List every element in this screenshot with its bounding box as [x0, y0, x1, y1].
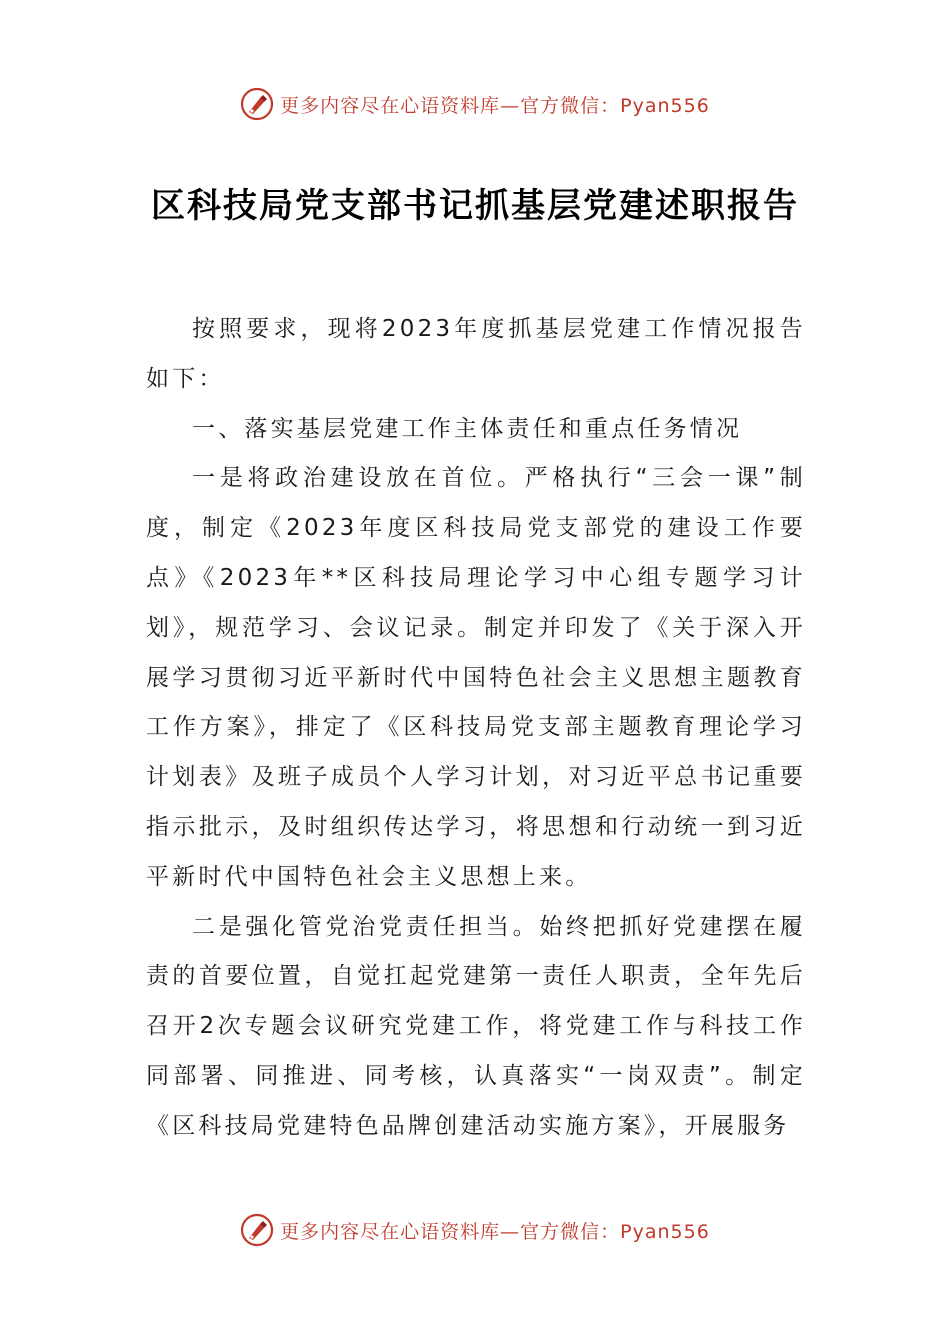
pen-nib-logo-icon: [240, 87, 274, 121]
page-title: 区科技局党支部书记抓基层党建述职报告: [151, 186, 799, 226]
banner-text: [280, 91, 710, 118]
banner-label: 更多内容尽在心语资料库—官方微信：: [280, 94, 621, 117]
banner-label: 更多内容尽在心语资料库—官方微信：: [280, 1220, 621, 1243]
wechat-id: Pyan556: [620, 94, 710, 117]
pen-nib-logo-icon: [240, 1213, 274, 1247]
header-banner: [0, 82, 950, 126]
wechat-id: Pyan556: [620, 1220, 710, 1243]
footer-banner: [0, 1208, 950, 1252]
banner-text: [280, 1217, 710, 1244]
paragraph-political: 一是将政治建设放在首位。严格执行“三会一课”制度，制定《2023年度区科技局党支部党的建设工作要点》《2023年**区科技局理论学习中心组专题学习计划》，规范学习、会议记录。制定并印发了《关于深入开展学习贯彻习近平新时代中国特色社会主义思想主题教育工作方案》，排定了《区科技局党支部主题教育理论学习计划表》及班子成员个人学习计划，对习近平总书记重要指示批示，及时组织传达学习，将思想和行动统一到习近平新时代中国特色社会主义思想上来。: [146, 465, 806, 890]
section-heading: 一、落实基层党建工作主体责任和重点任务情况: [192, 415, 743, 442]
document-body: [146, 305, 806, 1152]
paragraph-responsibility: 二是强化管党治党责任担当。始终把抓好党建摆在履责的首要位置，自觉扛起党建第一责任人职责，全年先后召开2次专题会议研究党建工作，将党建工作与科技工作同部署、同推进、同考核，认真落实“一岗双责”。制定《区科技局党建特色品牌创建活动实施方案》，开展服务: [146, 913, 806, 1139]
paragraph-intro: 按照要求，现将2023年度抓基层党建工作情况报告如下：: [146, 316, 806, 392]
